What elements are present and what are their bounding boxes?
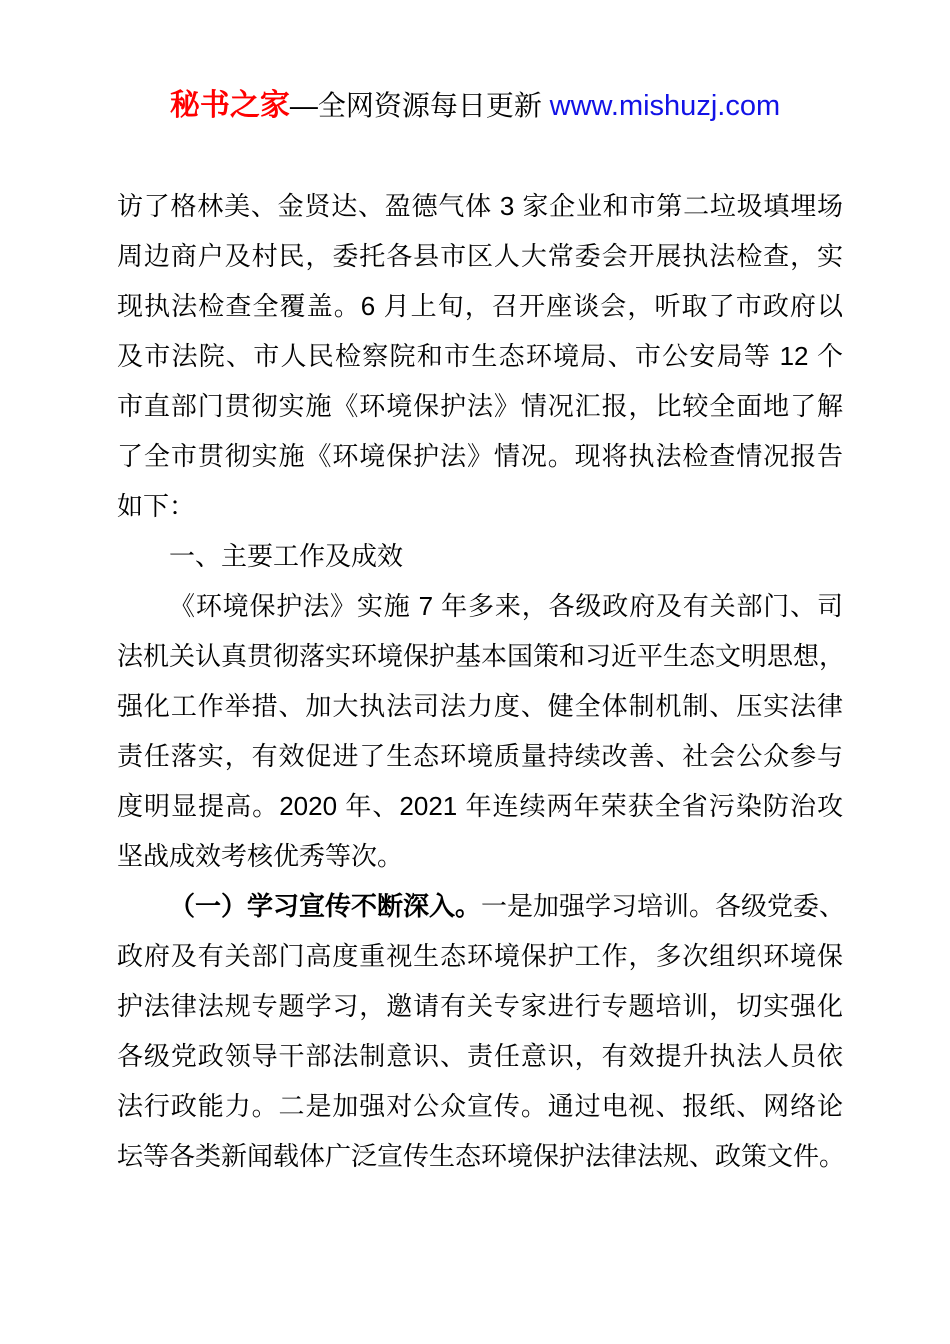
paragraph-item-1-line bbox=[117, 1031, 843, 1081]
text-segment: 坚战成效考核优秀等次。 bbox=[117, 841, 404, 871]
paragraph-item-1-line bbox=[117, 931, 843, 981]
text-segment: 法机关认真贯彻落实环境保护基本国策和习近平生态文明思想， bbox=[117, 641, 846, 671]
paragraph-overview-line bbox=[117, 631, 846, 681]
text-segment: 护法律法规专题学习，邀请有关专家进行专题培训，切实强化 bbox=[117, 991, 843, 1021]
text-segment: 各级党政领导干部法制意识、责任意识，有效提升执法人员依 bbox=[117, 1041, 843, 1071]
text-segment: 如下： bbox=[117, 491, 196, 521]
paragraph-overview-line bbox=[117, 681, 843, 731]
text-segment: 访了格林美、金贤达、盈德气体 3 家企业和市第二垃圾填埋场 bbox=[117, 191, 843, 221]
document-body bbox=[117, 181, 846, 1181]
paragraph-item-1-line bbox=[117, 881, 846, 931]
paragraph-continuation-line bbox=[117, 181, 843, 231]
paragraph-overview-line bbox=[117, 731, 843, 781]
text-segment: 一是加强学习培训。各级党委、 bbox=[481, 891, 846, 921]
paragraph-item-1-line bbox=[117, 981, 843, 1031]
text-segment: 《环境保护法》实施 7 年多来，各级政府及有关部门、司 bbox=[169, 591, 843, 621]
text-segment: 及市法院、市人民检察院和市生态环境局、市公安局等 12 个 bbox=[117, 341, 843, 371]
paragraph-continuation-line bbox=[117, 431, 843, 481]
text-segment: 度明显提高。2020 年、2021 年连续两年荣获全省污染防治攻 bbox=[117, 791, 843, 821]
text-segment: 坛等各类新闻载体广泛宣传生态环境保护法律法规、政策文件。 bbox=[117, 1141, 846, 1171]
header-space bbox=[542, 90, 550, 121]
text-segment: 政府及有关部门高度重视生态环境保护工作，多次组织环境保 bbox=[117, 941, 843, 971]
text-segment: 一、主要工作及成效 bbox=[169, 541, 404, 571]
paragraph-overview-line bbox=[117, 831, 843, 881]
header-dash: — bbox=[289, 90, 318, 121]
paragraph-continuation-line bbox=[117, 481, 843, 531]
site-url[interactable]: www.mishuzj.com bbox=[549, 90, 781, 122]
paragraph-item-1-line bbox=[117, 1081, 843, 1131]
text-segment: 现执法检查全覆盖。6 月上旬，召开座谈会，听取了市政府以 bbox=[117, 291, 843, 321]
paragraph-continuation-line bbox=[117, 231, 843, 281]
paragraph-continuation-line bbox=[117, 281, 843, 331]
bold-text-segment: （一）学习宣传不断深入。 bbox=[169, 891, 482, 921]
paragraph-overview-line bbox=[117, 781, 843, 831]
text-segment: 市直部门贯彻实施《环境保护法》情况汇报，比较全面地了解 bbox=[117, 391, 843, 421]
paragraph-continuation-line bbox=[117, 331, 843, 381]
site-brand: 秘书之家 bbox=[169, 89, 290, 122]
text-segment: 周边商户及村民，委托各县市区人大常委会开展执法检查，实 bbox=[117, 241, 843, 271]
paragraph-item-1-line bbox=[117, 1131, 846, 1181]
text-segment: 强化工作举措、加大执法司法力度、健全体制机制、压实法律 bbox=[117, 691, 843, 721]
text-segment: 责任落实，有效促进了生态环境质量持续改善、社会公众参与 bbox=[117, 741, 843, 771]
text-segment: 法行政能力。二是加强对公众宣传。通过电视、报纸、网络论 bbox=[117, 1091, 843, 1121]
paragraph-overview-line bbox=[117, 581, 843, 631]
text-segment: 了全市贯彻实施《环境保护法》情况。现将执法检查情况报告 bbox=[117, 441, 843, 471]
paragraph-continuation-line bbox=[117, 381, 843, 431]
header-tagline: 全网资源每日更新 bbox=[317, 90, 542, 121]
section-heading-1-line bbox=[117, 531, 843, 581]
site-header bbox=[0, 83, 950, 129]
